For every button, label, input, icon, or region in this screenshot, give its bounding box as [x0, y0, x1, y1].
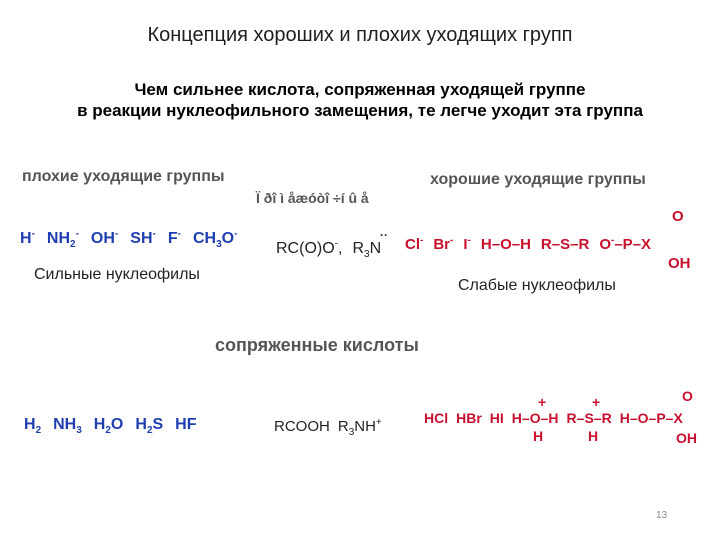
carboxylic-acid: RCOOH: [274, 418, 330, 435]
iodide-anion: I-: [463, 235, 471, 253]
hydrogen-sulfide-acid: $H_2S$: [135, 416, 164, 437]
hydrochloric-acid: HCl: [424, 410, 449, 426]
subtitle-line-2: в реакции нуклеофильного замещения, те легче уходит эта группа: [77, 101, 643, 120]
good-groups-header: хорошие уходящие группы: [430, 171, 646, 188]
hydroxide-anion: OH-: [90, 228, 119, 247]
hydrosulfide-anion: SH-: [130, 228, 156, 247]
bad-groups-header: плохие уходящие группы: [22, 168, 225, 185]
hydroiodic-acid: HI: [489, 410, 504, 426]
hydronium-charge: +: [538, 394, 547, 410]
strong-base-acids: [24, 416, 197, 437]
good-leaving-groups: [405, 236, 651, 253]
methoxide-anion: $CH_3O^-$: [192, 228, 238, 251]
bromide-anion: Br-: [433, 235, 454, 253]
slide-title: Концепция хороших и плохих уходящих групп: [147, 24, 573, 46]
lone-pair-dots: ··: [380, 228, 388, 242]
phosphoric-acid: H–O–P–X: [619, 410, 683, 426]
page-number: 13: [656, 510, 668, 521]
sulfonium-charge: +: [592, 394, 601, 410]
ammonia-acid: $NH_3$: [53, 416, 82, 437]
amide-anion: $NH_2^-$: [46, 228, 79, 251]
hydrofluoric-acid: HF: [175, 416, 197, 433]
garbled-header: Ï ðî ì åæóòî ÷í û å: [256, 190, 369, 206]
carboxylate-anion: RC(O)O-,: [276, 238, 343, 257]
phosphate-anion: O-–P–X: [599, 235, 652, 253]
hydrobromic-acid: HBr: [456, 410, 482, 426]
water-acid: $H_2O$: [93, 416, 124, 437]
subtitle-line-1: Чем сильнее кислота, сопряженная уходящей группе: [134, 80, 586, 99]
amine-group: $R_3N$: [352, 240, 382, 261]
phosphoric-hydroxyl: OH: [676, 430, 697, 446]
strong-nucleophiles-label: Сильные нуклеофилы: [34, 266, 200, 283]
sulfonium-ion: R–S–R: [566, 410, 612, 426]
thioether-molecule: R–S–R: [540, 236, 590, 253]
phosphoric-top-oxygen: O: [682, 388, 693, 404]
bad-leaving-groups: [20, 228, 238, 251]
strong-acids: [424, 410, 683, 426]
hydride-anion: H-: [20, 228, 35, 247]
middle-acids: [274, 417, 382, 438]
conjugate-acids-header: сопряженные кислоты: [215, 335, 419, 355]
chloride-anion: Cl-: [405, 235, 424, 253]
ammonium-acid: $R_3NH^+$: [337, 417, 382, 438]
hydronium-lower-h: H: [533, 428, 544, 444]
phosphate-hydroxyl: OH: [668, 255, 691, 272]
hydronium-ion: H–O–H: [511, 410, 559, 426]
phosphate-top-oxygen: O: [672, 208, 684, 225]
fluoride-anion: F-: [167, 228, 181, 247]
hydrogen-acid: $H_2$: [24, 416, 42, 437]
sulfonium-lower-h: H: [588, 428, 599, 444]
middle-leaving-groups: [276, 238, 382, 261]
weak-nucleophiles-label: Слабые нуклеофилы: [458, 277, 616, 294]
water-molecule: H–O–H: [480, 236, 531, 253]
